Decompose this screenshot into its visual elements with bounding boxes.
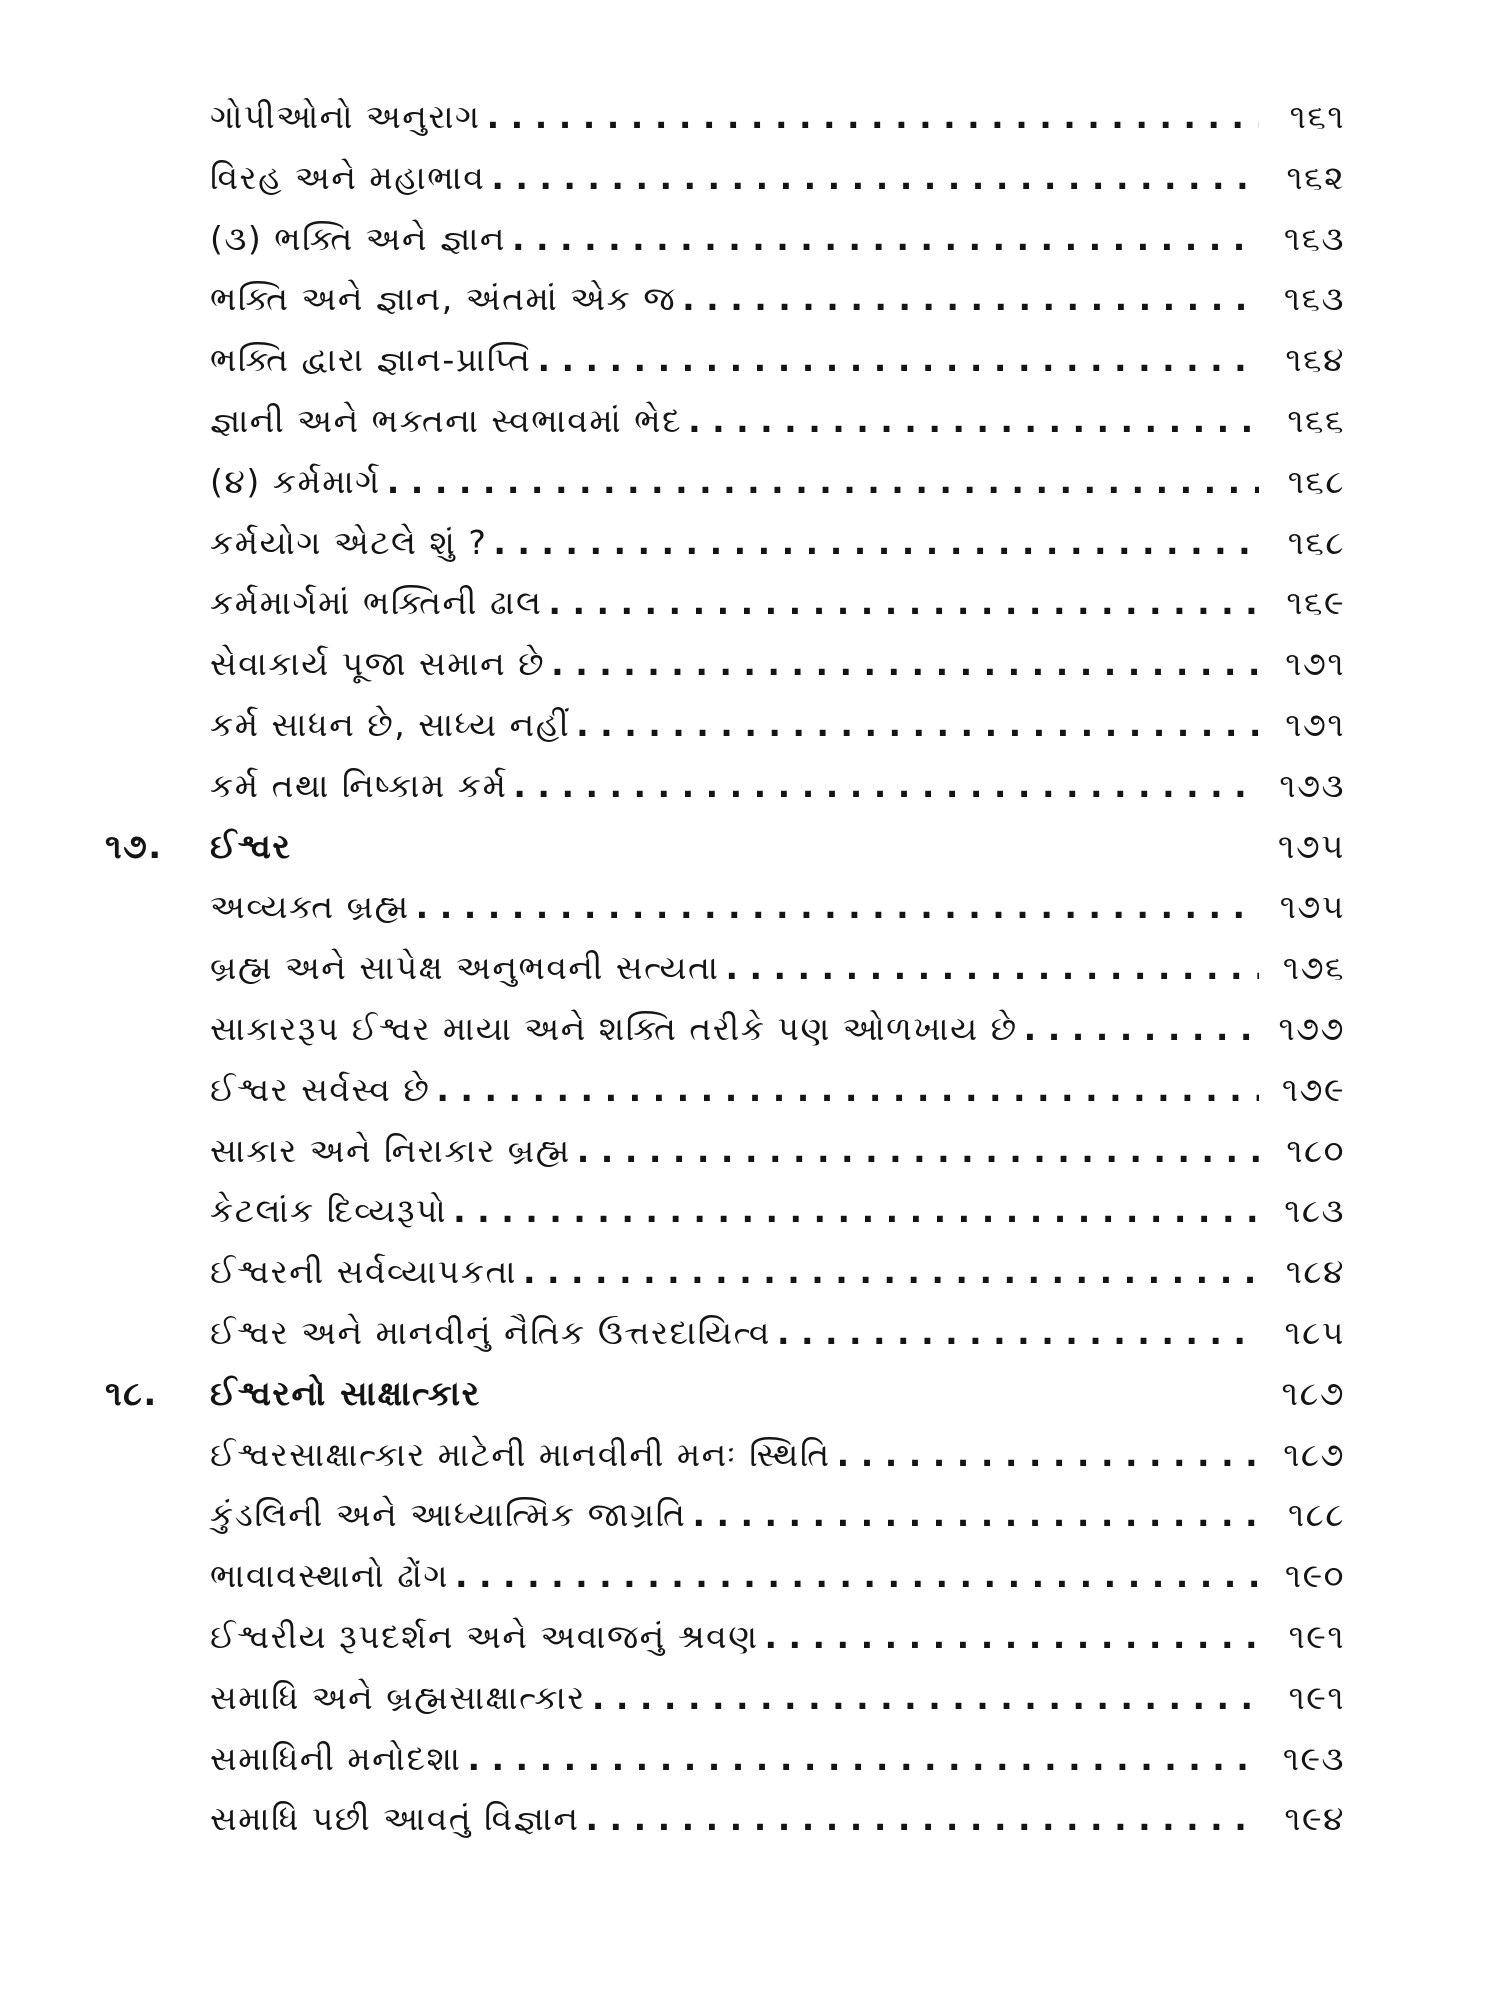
toc-entry[interactable] bbox=[105, 938, 1345, 999]
toc-entry-page: ૧૬૩ bbox=[1283, 218, 1345, 258]
toc-entry-title: ઈશ્વરીય રૂપદર્શન અને અવાજનું શ્રવણ bbox=[210, 1616, 759, 1656]
toc-entry-title: કેટલાંક દિવ્યરૂપો bbox=[210, 1191, 448, 1231]
toc-entry-title: સાકારરૂપ ઈશ્વર માયા અને શક્તિ તરીકે પણ ઓળખાય છે bbox=[210, 1008, 1018, 1048]
toc-entry-page: ૧૭૭ bbox=[1278, 1008, 1345, 1048]
toc-entry-title: ઈશ્વરસાક્ષાત્કાર માટેની માનવીની મનઃ સ્થિતિ bbox=[210, 1434, 831, 1474]
toc-entry-page: ૧૮૫ bbox=[1284, 1312, 1345, 1352]
dot-leader bbox=[551, 634, 1259, 695]
toc-entry[interactable] bbox=[105, 269, 1345, 330]
toc-entry[interactable] bbox=[105, 1607, 1345, 1668]
toc-entry-page: ૧૬૯ bbox=[1286, 583, 1345, 623]
toc-entry-title: કર્મયોગ એટલે શું ? bbox=[210, 522, 488, 562]
toc-entry-title: જ્ઞાની અને ભક્તના સ્વભાવમાં ભેદ bbox=[210, 400, 683, 440]
dot-leader bbox=[491, 148, 1259, 209]
toc-entry[interactable] bbox=[105, 573, 1345, 634]
toc-entry-page: ૧૭૧ bbox=[1285, 704, 1345, 744]
toc-entry[interactable] bbox=[105, 1668, 1345, 1729]
toc-entry-title: સમાધિ પછી આવતું વિજ્ઞાન bbox=[210, 1799, 580, 1839]
toc-entry-page: ૧૮૪ bbox=[1285, 1252, 1345, 1292]
chapter-heading-17[interactable] bbox=[105, 817, 1345, 878]
dot-leader bbox=[387, 452, 1259, 513]
toc-entry-page: ૧૬૧ bbox=[1289, 97, 1345, 136]
toc-entry-title: (૩) ભક્તિ અને જ્ઞાન bbox=[210, 218, 506, 258]
toc-entry-page: ૧૯૧ bbox=[1288, 1677, 1345, 1717]
toc-entry-page: ૧૯૦ bbox=[1284, 1556, 1345, 1596]
toc-entry[interactable] bbox=[105, 999, 1345, 1060]
dot-leader bbox=[487, 87, 1259, 148]
toc-entry[interactable] bbox=[105, 1729, 1345, 1790]
dot-leader bbox=[692, 1485, 1259, 1546]
toc-entry-title: ભાવાવસ્થાનો ઢોંગ bbox=[210, 1556, 449, 1596]
dot-leader bbox=[537, 330, 1259, 391]
chapter-number: ૧૮. bbox=[105, 1373, 158, 1414]
toc-entry-title: કુંડલિની અને આધ્યાત્મિક જાગ્રતિ bbox=[210, 1495, 687, 1535]
toc-entry[interactable] bbox=[105, 1242, 1345, 1303]
toc-entry-title: ઈશ્વર અને માનવીનું નૈતિક ઉત્તરદાયિત્વ bbox=[210, 1312, 771, 1352]
toc-entry-page: ૧૮૦ bbox=[1286, 1130, 1345, 1170]
toc-entry[interactable] bbox=[105, 1121, 1345, 1182]
toc-entry[interactable] bbox=[105, 87, 1345, 148]
dot-leader bbox=[577, 1121, 1259, 1182]
toc-entry-page: ૧૬૪ bbox=[1285, 340, 1345, 380]
toc-entry-page: ૧૮૮ bbox=[1288, 1495, 1345, 1535]
toc-entry-page: ૧૭૩ bbox=[1279, 765, 1345, 805]
dot-leader bbox=[725, 938, 1259, 999]
chapter-title: ઈશ્વર bbox=[210, 826, 292, 867]
dot-leader bbox=[523, 1242, 1259, 1303]
dot-leader bbox=[436, 1060, 1259, 1121]
toc-entry-page: ૧૭૬ bbox=[1282, 948, 1345, 988]
dot-leader bbox=[453, 1181, 1259, 1242]
toc-entry-title: ભક્તિ અને જ્ઞાન, અંતમાં એક જ bbox=[210, 279, 677, 319]
toc-entry[interactable] bbox=[105, 330, 1345, 391]
chapter-page: ૧૭૫ bbox=[1277, 826, 1345, 867]
table-of-contents bbox=[105, 87, 1345, 1850]
toc-entry[interactable] bbox=[105, 513, 1345, 574]
toc-entry-title: સમાધિની મનોદશા bbox=[210, 1738, 462, 1778]
dot-leader bbox=[777, 1303, 1259, 1364]
toc-entry-page: ૧૬૮ bbox=[1287, 522, 1345, 562]
chapter-heading-18[interactable] bbox=[105, 1364, 1345, 1425]
toc-entry-page: ૧૬૬ bbox=[1287, 400, 1345, 440]
dot-leader bbox=[688, 391, 1259, 452]
toc-entry-title: વિરહ અને મહાભાવ bbox=[210, 157, 486, 197]
toc-entry-title: (૪) કર્મમાર્ગ bbox=[210, 461, 381, 501]
toc-entry[interactable] bbox=[105, 391, 1345, 452]
chapter-title: ઈશ્વરનો સાક્ષાત્કાર bbox=[210, 1373, 481, 1414]
dot-leader bbox=[837, 1425, 1259, 1486]
toc-entry[interactable] bbox=[105, 1303, 1345, 1364]
toc-entry[interactable] bbox=[105, 1485, 1345, 1546]
toc-entry-title: સેવાકાર્ય પૂજા સમાન છે bbox=[210, 644, 546, 684]
toc-entry[interactable] bbox=[105, 1425, 1345, 1486]
toc-entry[interactable] bbox=[105, 695, 1345, 756]
dot-leader bbox=[416, 877, 1259, 938]
toc-entry[interactable] bbox=[105, 148, 1345, 209]
dot-leader bbox=[682, 269, 1259, 330]
toc-entry-title: કર્મમાર્ગમાં ભક્તિની ઢાલ bbox=[210, 583, 543, 623]
toc-entry-title: ઈશ્વરની સર્વવ્યાપકતા bbox=[210, 1252, 517, 1292]
chapter-page: ૧૮૭ bbox=[1281, 1373, 1345, 1414]
dot-leader bbox=[455, 1546, 1259, 1607]
toc-entry-page: ૧૮૩ bbox=[1284, 1191, 1345, 1231]
toc-entry[interactable] bbox=[105, 1060, 1345, 1121]
toc-entry[interactable] bbox=[105, 756, 1345, 817]
toc-entry[interactable] bbox=[105, 209, 1345, 270]
toc-entry-page: ૧૭૫ bbox=[1279, 887, 1345, 927]
toc-entry-title: કર્મ સાધન છે, સાધ્ય નહીં bbox=[210, 704, 571, 744]
toc-entry-page: ૧૭૯ bbox=[1281, 1069, 1345, 1109]
dot-leader bbox=[493, 513, 1259, 574]
toc-entry-page: ૧૯૩ bbox=[1282, 1738, 1345, 1778]
dot-leader bbox=[512, 209, 1259, 270]
dot-leader bbox=[592, 1668, 1259, 1729]
dot-leader bbox=[764, 1607, 1259, 1668]
dot-leader bbox=[1024, 999, 1259, 1060]
toc-entry-page: ૧૯૧ bbox=[1288, 1616, 1345, 1656]
toc-entry-page: ૧૬૮ bbox=[1287, 461, 1345, 501]
toc-entry-title: ગોપીઓનો અનુરાગ bbox=[210, 97, 481, 136]
toc-entry-title: બ્રહ્મ અને સાપેક્ષ અનુભવની સત્યતા bbox=[210, 948, 720, 988]
toc-entry-title: સાકાર અને નિરાકાર બ્રહ્મ bbox=[210, 1130, 571, 1170]
toc-entry[interactable] bbox=[105, 634, 1345, 695]
toc-entry[interactable] bbox=[105, 452, 1345, 513]
toc-entry-title: અવ્યક્ત બ્રહ્મ bbox=[210, 887, 410, 927]
toc-entry[interactable] bbox=[105, 877, 1345, 938]
dot-leader bbox=[576, 695, 1259, 756]
dot-leader bbox=[586, 1789, 1259, 1850]
toc-entry-page: ૧૬૩ bbox=[1283, 279, 1345, 319]
dot-leader bbox=[513, 756, 1259, 817]
dot-leader bbox=[468, 1729, 1260, 1790]
chapter-number: ૧૭. bbox=[105, 826, 163, 867]
toc-entry-page: ૧૯૪ bbox=[1284, 1799, 1345, 1839]
toc-entry-page: ૧૮૭ bbox=[1283, 1434, 1345, 1474]
toc-entry-title: સમાધિ અને બ્રહ્મસાક્ષાત્કાર bbox=[210, 1677, 586, 1717]
toc-entry-page: ૧૭૧ bbox=[1285, 644, 1345, 684]
dot-leader bbox=[548, 573, 1259, 634]
toc-entry[interactable] bbox=[105, 1789, 1345, 1850]
toc-entry-title: ઈશ્વર સર્વસ્વ છે bbox=[210, 1069, 431, 1109]
toc-entry[interactable] bbox=[105, 1181, 1345, 1242]
toc-entry-page: ૧૬૨ bbox=[1286, 157, 1345, 197]
toc-entry[interactable] bbox=[105, 1546, 1345, 1607]
toc-entry-title: ભક્તિ દ્વારા જ્ઞાન-પ્રાપ્તિ bbox=[210, 340, 532, 380]
toc-entry-title: કર્મ તથા નિષ્કામ કર્મ bbox=[210, 765, 508, 805]
